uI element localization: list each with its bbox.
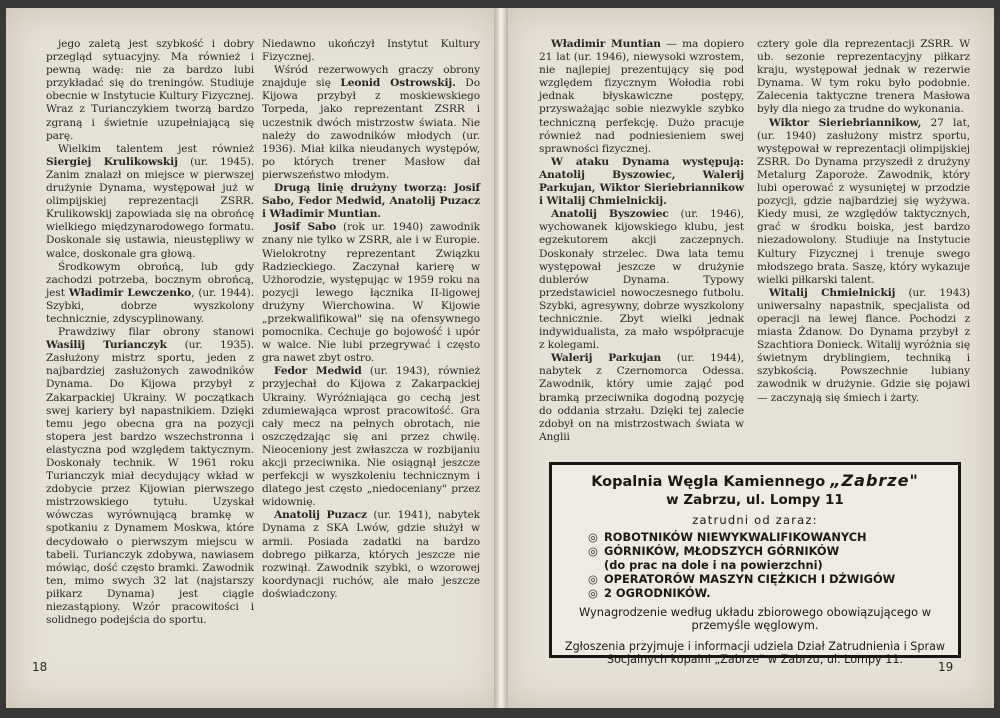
paragraph-text: Prawdziwy filar obrony stanowi [58, 326, 254, 339]
ad-address: w Zabrzu, ul. Lompy 11 [666, 492, 844, 508]
bullet-icon: ◎ [588, 544, 598, 558]
paragraph-text: Wśród rezerwowych graczy obrony znajduje się [262, 64, 480, 90]
player-name: Drugą linię drużyny tworzą: Josif Sabo, Fedor Medwid, Anatolij Puzacz i Władimir Muntian. [262, 182, 480, 221]
player-name: Witalij Chmielnickij [769, 286, 896, 299]
article-paragraph [262, 365, 480, 509]
article-paragraph [262, 64, 480, 182]
bullet-icon: ◎ [588, 586, 598, 600]
ad-job-label: OPERATORÓW MASZYN CIĘŻKICH I DŹWIGÓW [604, 572, 896, 586]
player-name: Władimir Lewczenko [68, 286, 192, 299]
ad-job-item [588, 544, 958, 558]
page-number-right: 19 [938, 660, 954, 674]
ad-title-prefix: Kopalnia Węgla Kamiennego [591, 474, 831, 490]
player-name: Walerij Parkujan [551, 352, 662, 365]
article-paragraph: cztery gole dla reprezentacji ZSRR. W ub. sezonie reprezentacyjny piłkarz kraju, występował jednak w rezerwie Dynama. W tym roku było podobnie. Zalecenia taktyczne trenera Masłowa były dla niego za trudne do wykonania. [757, 38, 970, 116]
ad-salary-note: Wynagrodzenie według układu zbiorowego obowiązującego w przemyśle węglowym. [578, 605, 932, 632]
page-number-left: 18 [32, 660, 48, 674]
paragraph-text: — ma dopiero 21 lat (ur. 1946), niewysoki wzrostem, nie najlepiej prezentujący się pod względem fizycznym Wołodia robi jednak błyskawiczne postępy, przysważając sobie niezwykle szybko techniczną perfekcję. Dużo pracuje również nad podniesieniem swej sprawności fizycznej. [539, 38, 744, 155]
paragraph-text: Do Kijowa przybył z moskiewskiego Torpeda, jako reprezentant ZSRR i uczestnik dwóch mistrzostw świata. Nie należy do zawodników młodych (ur. 1936). Miał kilka nieudanych występów, po których trener Masłow dał pierwszeństwo młodym. [262, 77, 480, 181]
left-page-column-2 [262, 38, 480, 601]
article-paragraph [757, 117, 970, 287]
ad-job-item [588, 586, 958, 600]
article-paragraph [539, 208, 744, 352]
ad-hire-line: zatrudni od zaraz: [692, 513, 818, 527]
article-paragraph [539, 38, 744, 156]
article-paragraph [46, 326, 254, 627]
paragraph-text: (rok ur. 1940) zawodnik znany nie tylko w ZSRR, ale i w Europie. Wielokrotny reprezentant Związku Radzieckiego. Zaczynał karierę w Użhorodzie, występując w 1959 roku na pozycji lewego łącznika II-ligowej drużyny Wierchowina. W Kijowie „przekwalifikował" się na ofensywnego pomocnika. Cechuje go bojowość i upór w walce. Nie lubi przegrywać i często gra nawet zbyt ostro. [262, 221, 480, 365]
ad-job-label: GÓRNIKÓW, MŁODSZYCH GÓRNIKÓW [604, 544, 840, 558]
article-paragraph: Niedawno ukończył Instytut Kultury Fizycznej. [262, 38, 480, 64]
ad-applications-note: Zgłoszenia przyjmuje i informacji udziela Dział Zatrudnienia i Spraw Socjalnych kopalni „Zabrze" w Zabrzu, ul. Lompy 11. [564, 640, 946, 666]
ad-job-label: ROBOTNIKÓW NIEWYKWALIFIKOWANYCH [604, 530, 867, 544]
player-name: Siergiej Krulikowskij [46, 155, 178, 168]
paragraph-text: (ur. 1935). Zasłużony mistrz sportu, jeden z najbardziej zasłużonych zawodników Dynama. Do Kijowa przybył z Zakarpackiej Ukrainy. W początkach swej kariery był napastnikiem. Dzięki temu jego obecna gra na pozycji stopera jest bardzo wszechstronna i elastyczna pod względem taktycznym. Doskonały technik. W 1961 roku Turianczyk miał decydujący wkład w zdobycie przez Kijowian pierwszego mistrzowskiego tytułu. Uzyskał wówczas wyrównującą bramkę w spotkaniu z Dynamem Moskwa, które decydowało o pierwszym miejscu w tabeli. Turianczyk zdobywa, nawiasem mówiąc, dość często bramki. Zawodnik ten, mimo swych 32 lat (najstarszy piłkarz Dynama) jest ciągle niezastąpiony. Wzór pracowitości i solidnego podejścia do sportu. [46, 339, 254, 627]
article-paragraph [46, 143, 254, 261]
article-paragraph [262, 221, 480, 365]
ad-job-list [588, 530, 958, 600]
ad-job-label: 2 OGRODNIKÓW. [604, 586, 711, 600]
player-name: W ataku Dynama występują: Anatolij Byszowiec, Walerij Parkujan, Wiktor Sieriebriannikow i Witalij Chmielnickij. [539, 155, 744, 208]
article-paragraph [262, 182, 480, 221]
bullet-icon: ◎ [588, 572, 598, 586]
player-name: Wasilij Turianczyk [46, 339, 167, 352]
ad-title [552, 471, 958, 490]
paragraph-text: 27 lat, (ur. 1940) zasłużony mistrz sportu, występował w reprezentacji olimpijskiej ZSRR. Do Dynama przyszedł z drużyny Metalurg Zaporoże. Zawodnik, który lubi operować z wysuniętej w przodzie pozycji, gdzie najbardziej się wyżywa. Kiedy musi, ze względów taktycznych, grać w środku boiska, jest bardzo niezadowolony. Studiuje na Instytucie Kultury Fizycznej i trenuje swego młodszego brata. Saszę, który wykazuje wielki piłkarski talent. [757, 116, 970, 286]
ad-job-item [588, 572, 958, 586]
article-paragraph: jego zaletą jest szybkość i dobry przegląd sytuacyjny. Ma również i pewną wadę: nie za bardzo lubi przykładać się do treningów. Studiuje obecnie w Instytucie Kultury Fizycznej. Wraz z Turianczykiem tworzą bardzo zgraną i świetnie uzupełniającą się parę. [46, 38, 254, 142]
paragraph-text: (ur. 1946), wychowanek kijowskiego klubu, jest egzekutorem akcji zaczepnych. Doskonały strzelec. Dwa lata temu występował jeszcze w drużynie dublerów Dynama. Typowy przedstawiciel nowoczesnego futbolu. Szybki, agresywny, dobrze wyszkolony technicznie. Zbyt wielki jednak indywidualista, za mało współpracuje z kolegami. [539, 208, 744, 352]
paragraph-text: (ur. 1944), nabytek z Czernomorca Odessa. Zawodnik, który umie zająć pod bramką przeciwnika dogodną pozycję do oddania strzału. Dzięki tej zalecie zdobył on na mistrzostwach świata w Anglii [539, 352, 744, 443]
article-paragraph [757, 287, 970, 405]
player-name: Leonid Ostrowskij. [340, 77, 456, 90]
paragraph-text: (ur. 1943), również przyjechał do Kijowa z Zakarpackiej Ukrainy. Wyróżniająca go cechą jest zdumiewająca wprost pracowitość. Gra cały mecz na pełnych obrotach, nie oszczędzając się ani przez chwilę. Nieoceniony jest zwłaszcza w rozbijaniu akcji przeciwnika. Nie osiągnął jeszcze perfekcji w wyszkoleniu technicznym i dlatego jest często „niedoceniany" przez widownię. [262, 365, 481, 509]
paragraph-text: (ur. 1941), nabytek Dynama z SKA Lwów, gdzie służył w armii. Posiada zadatki na bardzo dobrego piłkarza, których jeszcze nie rozwinął. Zawodnik szybki, o wzorowej koordynacji ruchów, ale mało jeszcze doświadczony. [262, 509, 480, 600]
paragraph-text: , (ur. 1944). Szybki, dobrze wyszkolony technicznie, zdyscyplinowany. [46, 286, 254, 325]
player-name: Wiktor Sieriebriannikow, [769, 116, 922, 129]
player-name: Władimir Muntian [551, 38, 661, 50]
ad-brand: „Zabrze" [830, 471, 919, 490]
paragraph-text: (ur. 1943) uniwersalny napastnik, specjalista od operacji na lewej flance. Pochodzi z miasta Żdanow. Do Dynama przybył z Szachtiora Donieck. Witalij wyróżnia się świetnym dryblingiem, techniką i szybkością. Powszechnie lubiany zawodnik w drużynie. Gdzie się pojawi — zaczynają się śmiech i żarty. [757, 286, 971, 404]
article-paragraph [539, 352, 744, 444]
player-name: Fedor Medwid [274, 365, 362, 378]
player-name: Josif Sabo [274, 221, 337, 234]
bullet-icon: ◎ [588, 530, 598, 544]
left-page-column-1 [46, 38, 254, 627]
ad-job-note: (do prac na dole i na powierzchni) [604, 558, 823, 572]
ad-job-item [588, 530, 958, 544]
right-page-column-2 [757, 38, 970, 405]
player-name: Anatolij Puzacz [274, 509, 367, 522]
article-paragraph [539, 156, 744, 208]
player-name: Anatolij Byszowiec [551, 208, 669, 221]
paragraph-text: Wielkim talentem jest również [58, 142, 254, 155]
coal-mine-advertisement [549, 462, 961, 666]
article-paragraph [262, 509, 480, 601]
paragraph-text: (ur. 1945). Zanim znalazł on miejsce w pierwszej drużynie Dynama, występował już w olimpijskiej reprezentacji ZSRR. Krulikowskij zapowiada się na obrońcę wielkiego międzynarodowego formatu. Doskonale się ustawia, nieustępliwy w walce, doskonale gra głową. [46, 155, 254, 260]
paragraph-text: Środkowym obrońcą, lub gdy zachodzi potrzeba, bocznym obrońcą, jest [46, 260, 254, 299]
right-page-column-1 [539, 38, 744, 444]
page-gutter [494, 8, 508, 708]
article-paragraph [46, 261, 254, 326]
